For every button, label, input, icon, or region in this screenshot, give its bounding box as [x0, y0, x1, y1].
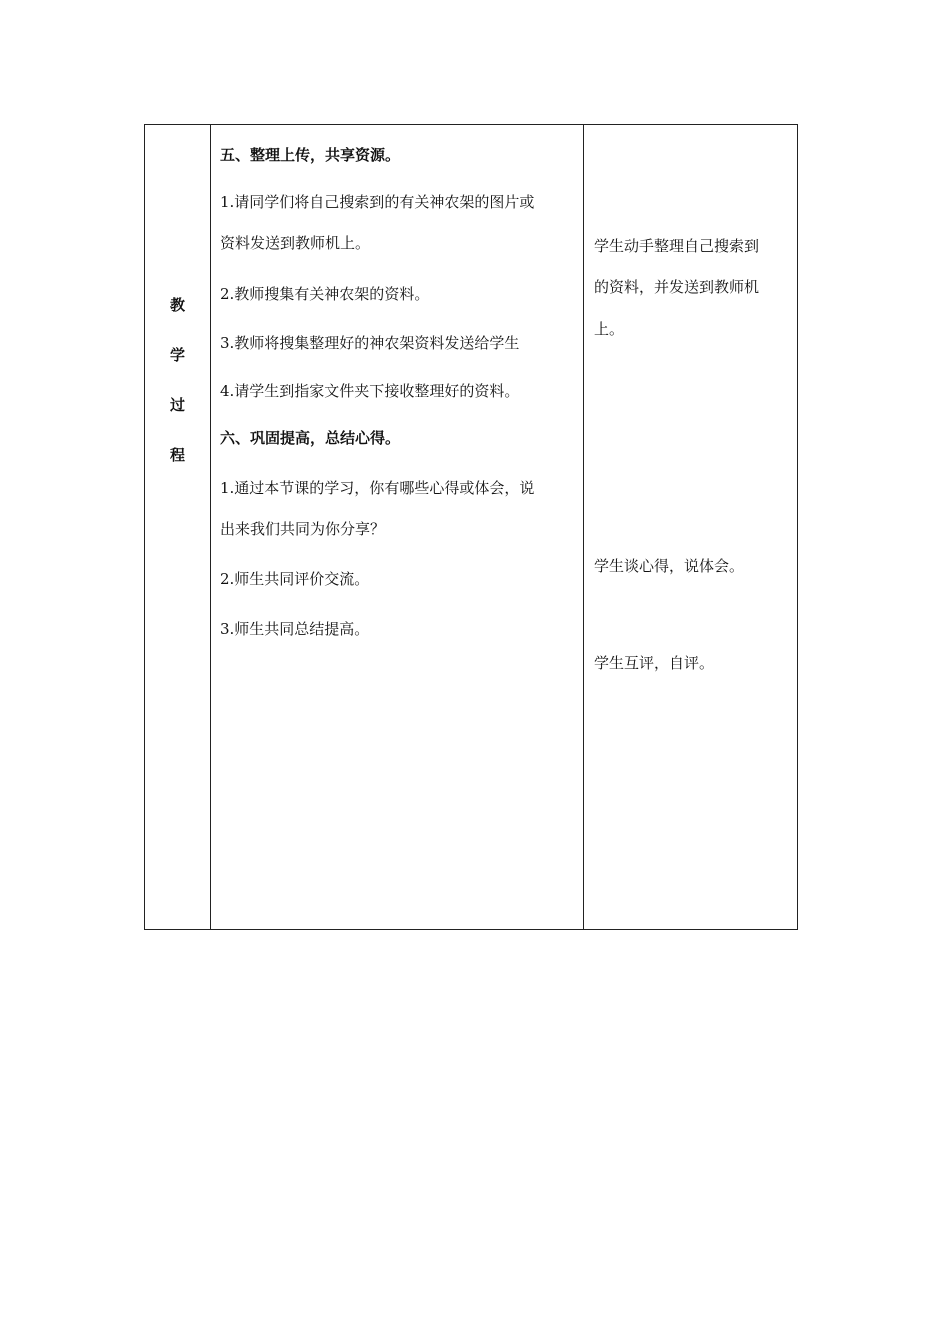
- student-activity-1-line2: 的资料，并发送到教师机: [594, 278, 760, 296]
- section6-title: 六、巩固提高，总结心得。: [220, 429, 401, 447]
- section6-item1-line2: 出来我们共同为你分享？: [220, 520, 386, 538]
- lesson-table: [144, 124, 798, 930]
- section5-title: 五、整理上传，共享资源。: [220, 146, 401, 164]
- column-divider-right: [583, 125, 584, 929]
- section6-item2: 2.师生共同评价交流。: [220, 570, 370, 588]
- student-activity-1-line1: 学生动手整理自己搜索到: [594, 237, 760, 255]
- section-label-char: 教: [169, 296, 185, 314]
- section5-item4: 4.请学生到指家文件夹下接收整理好的资料。: [220, 382, 520, 400]
- section6-item3: 3.师生共同总结提高。: [220, 620, 370, 638]
- section5-item2: 2.教师搜集有关神农架的资料。: [220, 285, 430, 303]
- section-label-char: 过: [169, 396, 185, 414]
- section-label-char: 程: [169, 446, 185, 464]
- section-label-char: 学: [169, 346, 185, 364]
- section5-item1-line2: 资料发送到教师机上。: [220, 234, 371, 252]
- section5-item3: 3.教师将搜集整理好的神农架资料发送给学生: [220, 334, 520, 352]
- section6-item1-line1: 1.通过本节课的学习，你有哪些心得或体会，说: [220, 479, 535, 497]
- section-label-column: [145, 280, 210, 480]
- student-activity-3: 学生互评，自评。: [594, 654, 715, 672]
- section5-item1-line1: 1.请同学们将自己搜索到的有关神农架的图片或: [220, 193, 535, 211]
- column-divider-left: [210, 125, 211, 929]
- student-activity-1-line3: 上。: [594, 320, 625, 338]
- student-activity-2: 学生谈心得，说体会。: [594, 557, 745, 575]
